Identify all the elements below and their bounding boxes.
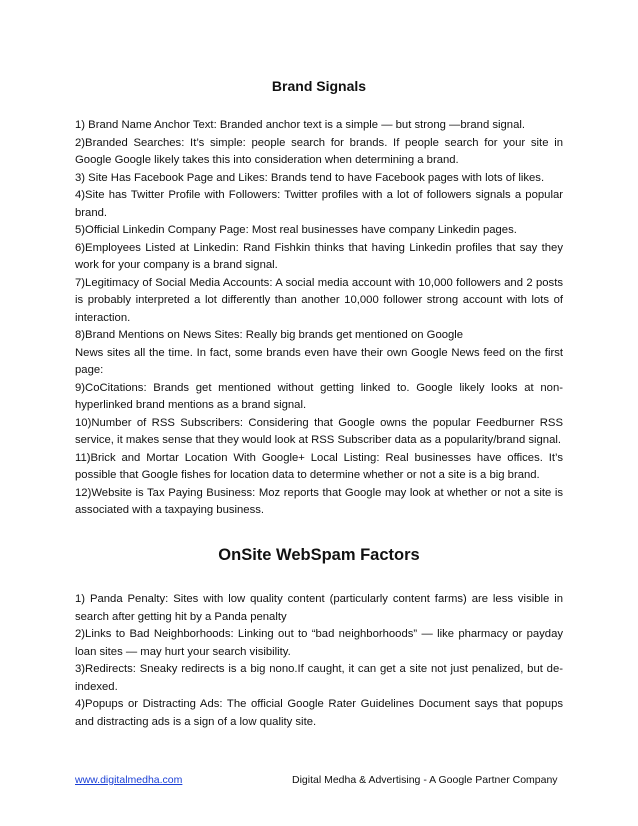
paragraph: 6)Employees Listed at Linkedin: Rand Fishkin thinks that having Linkedin profiles that say they work for your company is a brand signal. [75,241,563,271]
paragraph: 11)Brick and Mortar Location With Google+ Local Listing: Real businesses have offices. It’s possible that Google fishes for location data to determine whether or not a site is a big brand. [75,451,563,481]
section-body-brand-signals [75,117,563,520]
paragraph: 2)Links to Bad Neighborhoods: Linking out to “bad neighborhoods” — like pharmacy or payday loan sites — may hurt your search visibility. [75,628,563,658]
paragraph: 4)Site has Twitter Profile with Followers: Twitter profiles with a lot of followers signals a popular brand. [75,189,563,219]
paragraph: 1) Panda Penalty: Sites with low quality content (particularly content farms) are less visible in search after getting hit by a Panda penalty [75,593,563,623]
footer-company-text: Digital Medha & Advertising - A Google Partner Company [292,774,558,786]
section-body-onsite-webspam [75,591,563,731]
section-heading-brand-signals: Brand Signals [271,78,367,94]
website-link[interactable]: www.digitalmedha.com [75,774,183,786]
paragraph: 3) Site Has Facebook Page and Likes: Brands tend to have Facebook pages with lots of likes. [75,171,545,184]
paragraph: 4)Popups or Distracting Ads: The official Google Rater Guidelines Document says that popups and distracting ads is a sign of a low quality site. [75,698,563,728]
paragraph: 12)Website is Tax Paying Business: Moz reports that Google may look at whether or not a site is associated with a taxpaying business. [75,486,563,516]
paragraph: 5)Official Linkedin Company Page: Most real businesses have company Linkedin pages. [75,224,517,236]
paragraph: 10)Number of RSS Subscribers: Considering that Google owns the popular Feedburner RSS service, it makes sense that they would look at RSS Subscriber data as a popularity/brand signal. [75,416,563,446]
section-heading-onsite-webspam: OnSite WebSpam Factors [218,546,420,564]
paragraph: News sites all the time. In fact, some brands even have their own Google News feed on the first page: [75,346,563,376]
paragraph: 9)CoCitations: Brands get mentioned without getting linked to. Google likely looks at non-hyperlinked brand mentions as a brand signal. [75,381,563,411]
paragraph: 8)Brand Mentions on News Sites: Really big brands get mentioned on Google [75,329,464,341]
paragraph: 3)Redirects: Sneaky redirects is a big nono.If caught, it can get a site not just penalized, but de-indexed. [75,663,563,693]
paragraph: 7)Legitimacy of Social Media Accounts: A social media account with 10,000 followers and 2 posts is probably interpreted a lot differently than another 10,000 follower strong account with lots of interaction. [75,276,563,324]
paragraph: 1) Brand Name Anchor Text: Branded anchor text is a simple — but strong —brand signal. [75,119,526,131]
paragraph: 2)Branded Searches: It’s simple: people search for brands. If people search for your site in Google Google likely takes this into consideration when determining a brand. [75,136,563,166]
